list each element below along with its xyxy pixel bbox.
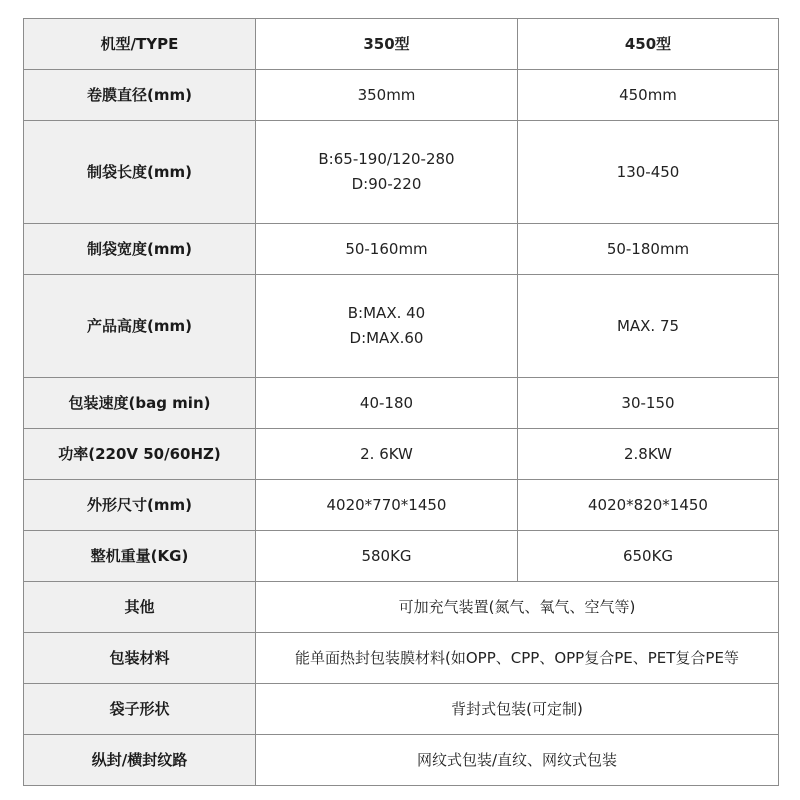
- table-row: [24, 735, 779, 786]
- table-row: [24, 378, 779, 429]
- value-350: 350mm: [256, 70, 518, 121]
- value-350: 40-180: [256, 378, 518, 429]
- table-row: [24, 531, 779, 582]
- row-label: 外形尺寸(mm): [24, 480, 256, 531]
- row-label: 制袋长度(mm): [24, 121, 256, 224]
- row-label: 袋子形状: [24, 684, 256, 735]
- table-row: [24, 121, 779, 224]
- value-350: 580KG: [256, 531, 518, 582]
- row-label: 其他: [24, 582, 256, 633]
- value-350: 50-160mm: [256, 224, 518, 275]
- value-450: 4020*820*1450: [518, 480, 779, 531]
- row-label: 整机重量(KG): [24, 531, 256, 582]
- value-line: D:90-220: [351, 175, 422, 193]
- spec-table: [23, 18, 779, 786]
- value-350: [256, 275, 518, 378]
- value-450: 450mm: [518, 70, 779, 121]
- value-450: MAX. 75: [518, 275, 779, 378]
- value-line: B:65-190/120-280: [318, 150, 455, 168]
- header-label-cell: 机型/TYPE: [24, 19, 256, 70]
- header-350-cell: 350型: [256, 19, 518, 70]
- table-row: [24, 429, 779, 480]
- value-350: 4020*770*1450: [256, 480, 518, 531]
- value-450: 2.8KW: [518, 429, 779, 480]
- value-450: 130-450: [518, 121, 779, 224]
- value-450: 50-180mm: [518, 224, 779, 275]
- row-label: 功率(220V 50/60HZ): [24, 429, 256, 480]
- table-row: [24, 684, 779, 735]
- row-label: 纵封/横封纹路: [24, 735, 256, 786]
- table-row: [24, 70, 779, 121]
- row-label: 卷膜直径(mm): [24, 70, 256, 121]
- value-450: 650KG: [518, 531, 779, 582]
- row-label: 制袋宽度(mm): [24, 224, 256, 275]
- table-row: [24, 224, 779, 275]
- header-450-cell: 450型: [518, 19, 779, 70]
- merged-value: 背封式包装(可定制): [256, 684, 779, 735]
- value-350: [256, 121, 518, 224]
- merged-value: 能单面热封包装膜材料(如OPP、CPP、OPP复合PE、PET复合PE等: [256, 633, 779, 684]
- row-label: 产品高度(mm): [24, 275, 256, 378]
- value-450: 30-150: [518, 378, 779, 429]
- table-row: [24, 275, 779, 378]
- table-header-row: [24, 19, 779, 70]
- value-line: B:MAX. 40: [347, 304, 426, 322]
- merged-value: 网纹式包装/直纹、网纹式包装: [256, 735, 779, 786]
- row-label: 包装速度(bag min): [24, 378, 256, 429]
- value-350: 2. 6KW: [256, 429, 518, 480]
- table-row: [24, 582, 779, 633]
- row-label: 包装材料: [24, 633, 256, 684]
- table-row: [24, 480, 779, 531]
- merged-value: 可加充气装置(氮气、氧气、空气等): [256, 582, 779, 633]
- value-line: D:MAX.60: [349, 329, 424, 347]
- table-row: [24, 633, 779, 684]
